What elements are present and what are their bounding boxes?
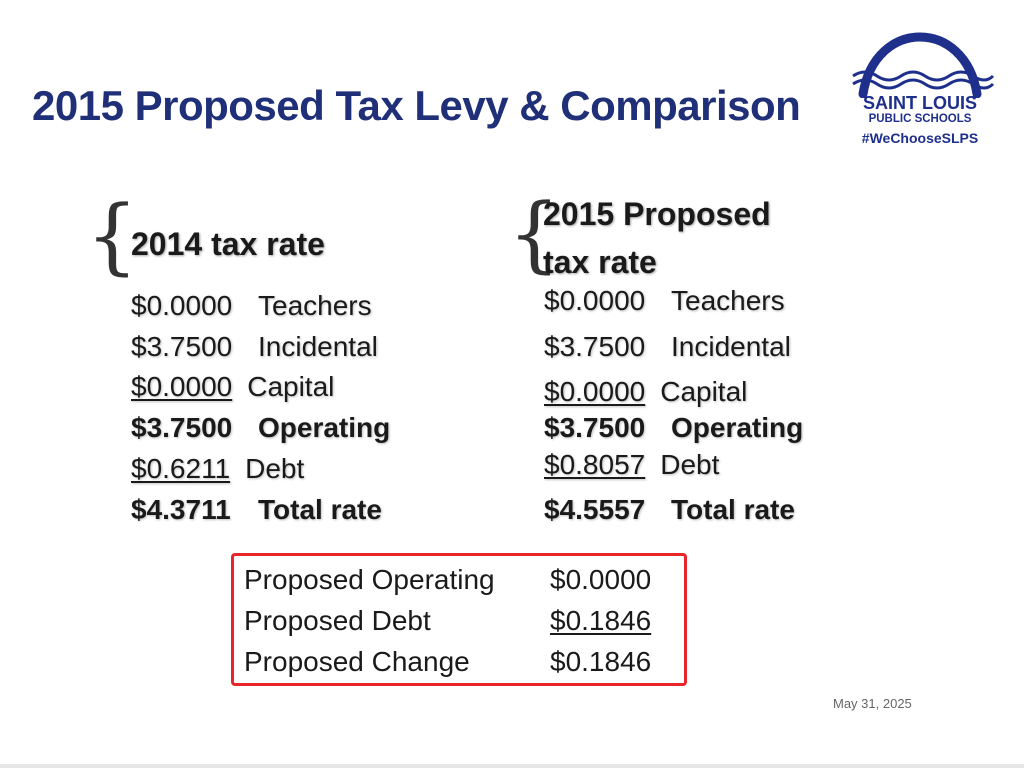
label: Capital — [660, 376, 748, 407]
label: Proposed Debt — [244, 605, 431, 636]
row-2015-operating — [544, 412, 803, 444]
label: Proposed Operating — [244, 564, 495, 595]
proposed-change-row — [244, 646, 651, 678]
row-2015-capital — [544, 376, 747, 408]
amount: $3.7500 — [544, 412, 646, 443]
amount: $0.0000 — [131, 290, 233, 321]
proposed-debt-row — [244, 605, 651, 637]
footer-divider — [0, 764, 1024, 768]
heading-2014: 2014 tax rate — [131, 226, 325, 262]
amount: $0.8057 — [544, 449, 646, 480]
logo-hashtag: #WeChooseSLPS — [861, 130, 979, 146]
heading-2015-line2: tax rate — [543, 244, 657, 280]
arch-icon — [845, 8, 995, 98]
row-2014-capital — [131, 371, 334, 403]
label: Capital — [247, 371, 335, 402]
amount: $0.0000 — [544, 285, 646, 316]
row-2015-debt — [544, 449, 719, 481]
amount: $0.6211 — [131, 453, 231, 484]
slps-logo — [845, 8, 995, 146]
heading-2015-line1: 2015 Proposed — [543, 196, 771, 232]
amount: $3.7500 — [544, 331, 646, 362]
label: Incidental — [671, 331, 791, 362]
slide-title: 2015 Proposed Tax Levy & Comparison — [32, 82, 801, 129]
proposed-operating-row — [244, 564, 651, 596]
slide-date: May 31, 2025 — [833, 696, 912, 711]
label: Teachers — [258, 290, 372, 321]
label: Total rate — [671, 494, 795, 525]
logo-text-saint-louis: SAINT LOUIS — [862, 93, 977, 113]
label: Debt — [660, 449, 720, 480]
amount: $0.0000 — [544, 376, 646, 407]
label: Proposed Change — [244, 646, 470, 677]
row-2014-incidental — [131, 331, 378, 363]
label: Operating — [258, 412, 391, 443]
amount: $0.1846 — [550, 605, 652, 636]
row-2015-incidental — [544, 331, 791, 363]
brace-2014-icon: { — [86, 189, 139, 284]
amount: $3.7500 — [131, 412, 233, 443]
label: Teachers — [671, 285, 785, 316]
label: Total rate — [258, 494, 382, 525]
label: Debt — [245, 453, 305, 484]
row-2014-total — [131, 494, 382, 526]
row-2014-teachers — [131, 290, 372, 322]
row-2014-debt — [131, 453, 304, 485]
amount: $0.1846 — [550, 646, 652, 677]
label: Incidental — [258, 331, 378, 362]
heading-2015 — [543, 190, 771, 286]
row-2015-teachers — [544, 285, 785, 317]
amount: $3.7500 — [131, 331, 233, 362]
amount: $4.3711 — [131, 494, 231, 525]
row-2014-operating — [131, 412, 390, 444]
amount: $0.0000 — [131, 371, 233, 402]
brace-2015-icon: { — [508, 187, 561, 282]
row-2015-total — [544, 494, 795, 526]
amount: $0.0000 — [550, 564, 652, 595]
amount: $4.5557 — [544, 494, 646, 525]
label: Operating — [671, 412, 804, 443]
logo-text-public-schools: PUBLIC SCHOOLS — [868, 113, 972, 125]
